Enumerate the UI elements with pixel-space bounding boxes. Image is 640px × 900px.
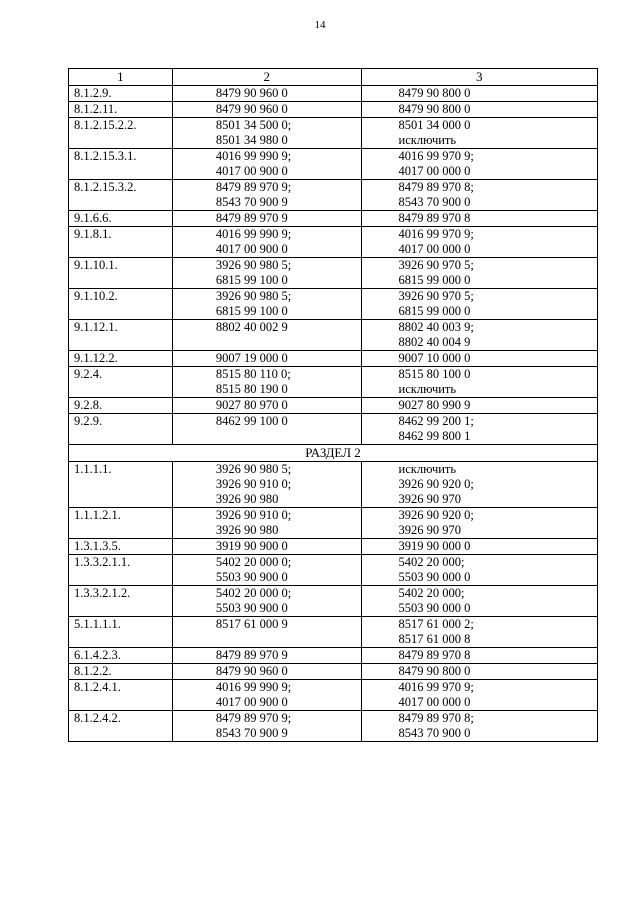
table-row [69, 617, 598, 648]
new-code-cell [361, 149, 597, 180]
code-line: 3926 90 980 [215, 492, 279, 506]
item-number-cell: 8.1.2.15.3.1. [69, 149, 173, 180]
old-code-cell [172, 86, 361, 102]
old-code-cell [172, 414, 361, 445]
code-line: 9007 10 000 0 [398, 351, 471, 365]
item-number-cell: 5.1.1.1.1. [69, 617, 173, 648]
new-code-cell [361, 102, 597, 118]
code-line: 4017 00 900 0 [215, 242, 288, 256]
code-line: 8479 90 960 0 [215, 102, 288, 116]
new-code-cell [361, 227, 597, 258]
code-line: 8479 89 970 8 [398, 648, 471, 662]
table-row [69, 462, 598, 508]
code-line: 5402 20 000 0; [215, 555, 292, 569]
section-row [69, 445, 598, 462]
code-line: 3926 90 970 5; [398, 289, 474, 303]
column-header-1: 1 [69, 69, 173, 86]
code-line: 8479 89 970 9; [215, 180, 292, 194]
code-line: 5503 90 000 0 [398, 601, 471, 615]
item-number-cell: 1.1.1.2.1. [69, 508, 173, 539]
item-number-cell: 8.1.2.4.1. [69, 680, 173, 711]
codes-table [68, 68, 598, 742]
item-number-cell: 1.3.1.3.5. [69, 539, 173, 555]
item-number-cell: 9.2.4. [69, 367, 173, 398]
code-line: 5503 90 900 0 [215, 601, 288, 615]
code-line: 8543 70 900 9 [215, 726, 288, 740]
code-line: 5503 90 000 0 [398, 570, 471, 584]
old-code-cell [172, 711, 361, 742]
code-line: 8479 89 970 9; [215, 711, 292, 725]
code-line: 6815 99 000 0 [398, 273, 471, 287]
item-number-cell: 8.1.2.11. [69, 102, 173, 118]
item-number-cell: 9.1.10.2. [69, 289, 173, 320]
table-row [69, 351, 598, 367]
new-code-cell [361, 680, 597, 711]
code-line: 6815 99 100 0 [215, 304, 288, 318]
old-code-cell [172, 555, 361, 586]
old-code-cell [172, 118, 361, 149]
code-line: 3926 90 970 [398, 492, 462, 506]
table-row [69, 227, 598, 258]
table-body-part-2 [69, 462, 598, 742]
code-line: 8479 90 800 0 [398, 664, 471, 678]
item-number-cell: 1.1.1.1. [69, 462, 173, 508]
new-code-cell [361, 289, 597, 320]
code-line: 8501 34 500 0; [215, 118, 292, 132]
code-line: 3919 90 900 0 [215, 539, 288, 553]
code-line: 8543 70 900 0 [398, 726, 471, 740]
section-title: РАЗДЕЛ 2 [69, 445, 598, 462]
new-code-cell [361, 351, 597, 367]
old-code-cell [172, 289, 361, 320]
table-row [69, 118, 598, 149]
table-body-part-1 [69, 86, 598, 445]
table-row [69, 398, 598, 414]
old-code-cell [172, 149, 361, 180]
old-code-cell [172, 320, 361, 351]
table-row [69, 102, 598, 118]
old-code-cell [172, 586, 361, 617]
item-number-cell: 1.3.3.2.1.1. [69, 555, 173, 586]
page-number: 14 [314, 19, 326, 31]
new-code-cell [361, 711, 597, 742]
new-code-cell [361, 664, 597, 680]
old-code-cell [172, 258, 361, 289]
code-line: 8479 90 800 0 [398, 102, 471, 116]
new-code-cell [361, 508, 597, 539]
code-line: 8479 90 960 0 [215, 86, 288, 100]
new-code-cell [361, 648, 597, 664]
new-code-cell [361, 118, 597, 149]
code-line: 8517 61 000 8 [398, 632, 471, 646]
code-line: исключить [398, 462, 457, 476]
code-line: 8479 89 970 8; [398, 180, 474, 194]
table-row [69, 289, 598, 320]
code-line: 4017 00 000 0 [398, 242, 471, 256]
table-row [69, 648, 598, 664]
item-number-cell: 6.1.4.2.3. [69, 648, 173, 664]
new-code-cell [361, 617, 597, 648]
code-line: 8479 89 970 9 [215, 211, 288, 225]
code-line: 3919 90 000 0 [398, 539, 471, 553]
code-line: 8802 40 004 9 [398, 335, 471, 349]
table-row [69, 508, 598, 539]
item-number-cell: 8.1.2.4.2. [69, 711, 173, 742]
table-row [69, 539, 598, 555]
code-line: 5402 20 000 0; [215, 586, 292, 600]
code-line: 5402 20 000; [398, 555, 465, 569]
code-line: 8462 99 100 0 [215, 414, 288, 428]
code-line: 3926 90 910 0; [215, 477, 292, 491]
code-line: 5402 20 000; [398, 586, 465, 600]
code-line: 6815 99 100 0 [215, 273, 288, 287]
item-number-cell: 8.1.2.15.2.2. [69, 118, 173, 149]
old-code-cell [172, 617, 361, 648]
table-row [69, 711, 598, 742]
code-line: 8517 61 000 2; [398, 617, 474, 631]
new-code-cell [361, 414, 597, 445]
table-row [69, 414, 598, 445]
table-row [69, 86, 598, 102]
code-line: 8517 61 000 9 [215, 617, 288, 631]
new-code-cell [361, 539, 597, 555]
code-line: 8479 89 970 8; [398, 711, 474, 725]
new-code-cell [361, 462, 597, 508]
code-line: 3926 90 970 5; [398, 258, 474, 272]
code-line: 4016 99 990 9; [215, 680, 292, 694]
code-line: 4016 99 970 9; [398, 680, 474, 694]
item-number-cell: 8.1.2.2. [69, 664, 173, 680]
item-number-cell: 9.1.10.1. [69, 258, 173, 289]
new-code-cell [361, 86, 597, 102]
old-code-cell [172, 102, 361, 118]
old-code-cell [172, 351, 361, 367]
code-line: 3926 90 910 0; [215, 508, 292, 522]
new-code-cell [361, 586, 597, 617]
code-line: 5503 90 900 0 [215, 570, 288, 584]
old-code-cell [172, 180, 361, 211]
new-code-cell [361, 320, 597, 351]
old-code-cell [172, 680, 361, 711]
code-line: 8501 34 000 0 [398, 118, 471, 132]
code-line: 8479 89 970 9 [215, 648, 288, 662]
code-line: 6815 99 000 0 [398, 304, 471, 318]
code-line: 8479 90 800 0 [398, 86, 471, 100]
code-line: 8479 90 960 0 [215, 664, 288, 678]
old-code-cell [172, 367, 361, 398]
new-code-cell [361, 555, 597, 586]
old-code-cell [172, 462, 361, 508]
code-line: 3926 90 920 0; [398, 477, 474, 491]
code-line: 4016 99 970 9; [398, 149, 474, 163]
old-code-cell [172, 227, 361, 258]
code-line: 8501 34 980 0 [215, 133, 288, 147]
table-row [69, 586, 598, 617]
code-line: 8462 99 200 1; [398, 414, 474, 428]
code-line: 8802 40 003 9; [398, 320, 474, 334]
item-number-cell: 8.1.2.15.3.2. [69, 180, 173, 211]
code-line: 8802 40 002 9 [215, 320, 288, 334]
code-line: 9027 80 990 9 [398, 398, 471, 412]
code-line: исключить [398, 133, 457, 147]
item-number-cell: 9.1.12.1. [69, 320, 173, 351]
code-line: 4017 00 900 0 [215, 695, 288, 709]
old-code-cell [172, 398, 361, 414]
code-line: 3926 90 920 0; [398, 508, 474, 522]
code-line: 8543 70 900 0 [398, 195, 471, 209]
column-header-2: 2 [172, 69, 361, 86]
old-code-cell [172, 664, 361, 680]
old-code-cell [172, 508, 361, 539]
item-number-cell: 9.2.8. [69, 398, 173, 414]
code-line: 8479 89 970 8 [398, 211, 471, 225]
old-code-cell [172, 539, 361, 555]
code-line: 4017 00 000 0 [398, 164, 471, 178]
new-code-cell [361, 211, 597, 227]
code-line: 9027 80 970 0 [215, 398, 288, 412]
item-number-cell: 8.1.2.9. [69, 86, 173, 102]
table-row [69, 680, 598, 711]
code-line: 8515 80 110 0; [215, 367, 291, 381]
table-row [69, 211, 598, 227]
new-code-cell [361, 398, 597, 414]
code-line: исключить [398, 382, 457, 396]
table-row [69, 320, 598, 351]
code-line: 3926 90 980 5; [215, 258, 292, 272]
table-row [69, 555, 598, 586]
code-line: 3926 90 980 [215, 523, 279, 537]
code-line: 3926 90 980 5; [215, 462, 292, 476]
table-row [69, 180, 598, 211]
item-number-cell: 9.1.6.6. [69, 211, 173, 227]
code-line: 4016 99 990 9; [215, 227, 292, 241]
item-number-cell: 9.2.9. [69, 414, 173, 445]
new-code-cell [361, 258, 597, 289]
table-row [69, 149, 598, 180]
code-line: 4017 00 000 0 [398, 695, 471, 709]
item-number-cell: 1.3.3.2.1.2. [69, 586, 173, 617]
code-line: 4016 99 990 9; [215, 149, 292, 163]
code-line: 8462 99 800 1 [398, 429, 471, 443]
item-number-cell: 9.1.12.2. [69, 351, 173, 367]
code-line: 8515 80 190 0 [215, 382, 288, 396]
new-code-cell [361, 367, 597, 398]
code-line: 9007 19 000 0 [215, 351, 288, 365]
code-line: 4016 99 970 9; [398, 227, 474, 241]
old-code-cell [172, 648, 361, 664]
code-line: 3926 90 980 5; [215, 289, 292, 303]
header-row [69, 69, 598, 86]
table-row [69, 664, 598, 680]
table-row [69, 258, 598, 289]
item-number-cell: 9.1.8.1. [69, 227, 173, 258]
code-line: 8515 80 100 0 [398, 367, 471, 381]
table-row [69, 367, 598, 398]
code-line: 3926 90 970 [398, 523, 462, 537]
column-header-3: 3 [361, 69, 597, 86]
code-line: 4017 00 900 0 [215, 164, 288, 178]
code-line: 8543 70 900 9 [215, 195, 288, 209]
new-code-cell [361, 180, 597, 211]
old-code-cell [172, 211, 361, 227]
